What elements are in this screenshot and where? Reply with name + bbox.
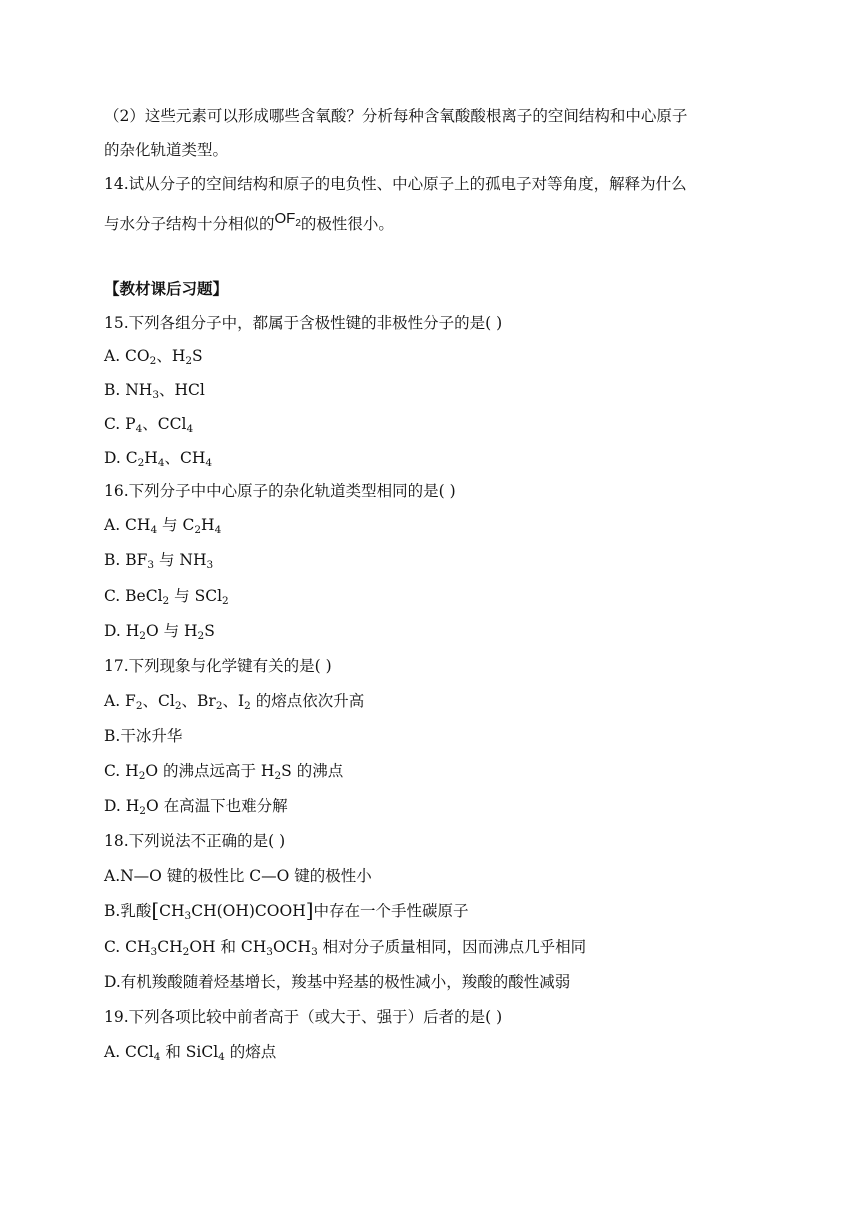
q14-line2 [104, 210, 760, 235]
q16-a-s3: 4 [214, 524, 222, 536]
q17-d-t2: O 在高温下也难分解 [145, 797, 288, 815]
q15-d-t1: D. C [104, 449, 138, 467]
q16-b-t2: 与 NH [154, 551, 207, 569]
q17-a-s2: 2 [174, 700, 182, 712]
q19-a-s2: 4 [218, 1051, 225, 1063]
q16-d-t3: S [204, 622, 215, 640]
q18-b-bracket-close: ] [305, 898, 314, 922]
q18-b-t3: CH(OH)COOH [191, 902, 306, 920]
q15-stem: 15.下列各组分子中，都属于含极性键的非极性分子的是( ) [104, 314, 503, 332]
q18-b-s1: 3 [184, 910, 192, 922]
of2-sub: 2 [295, 218, 301, 229]
q16-option-b [104, 550, 760, 570]
q16-b-s1: 3 [147, 559, 155, 571]
q15-a-s2: 2 [185, 355, 193, 367]
q16-b-t1: B. BF [104, 551, 148, 569]
q16-a-t1: A. CH [104, 516, 151, 534]
q16-a-s1: 4 [150, 524, 158, 536]
q18-b-t1: B.乳酸 [104, 902, 152, 920]
q17-a-s4: 2 [244, 700, 251, 712]
q15-a-t1: A. CO [104, 347, 150, 365]
q17-c-s1: 2 [138, 770, 146, 782]
q15-d-t3: 、CH [164, 449, 206, 467]
q16-c-s1: 2 [162, 595, 170, 607]
q18-c-s2: 2 [182, 946, 190, 958]
q18-stem: 18.下列说法不正确的是( ) [104, 832, 286, 850]
q15-a-t3: S [192, 347, 203, 365]
q17-a-t4: 、I [222, 692, 245, 710]
q18-d-t1: D.有机羧酸随着烃基增长，羧基中羟基的极性减小，羧酸的酸性减弱 [104, 973, 571, 991]
q14-line2-post: 的极性很小。 [300, 215, 394, 233]
q18-b-t2: CH [159, 902, 185, 920]
q17-d-s1: 2 [139, 805, 146, 817]
q18-option-b [104, 898, 760, 922]
q17-a-t5: 的熔点依次升高 [250, 692, 365, 710]
q19-a-t3: 的熔点 [224, 1043, 277, 1061]
q15-a-s1: 2 [149, 355, 157, 367]
q15-option-c [104, 414, 760, 434]
q19-a-t1: A. CCl [104, 1043, 154, 1061]
q15-d-t2: H [144, 449, 158, 467]
of2-formula [275, 209, 301, 229]
q18-c-t1: C. CH [104, 938, 151, 956]
q16-option-d [104, 621, 760, 641]
q15-option-a [104, 346, 760, 366]
q18-a-t1: A.N—O 键的极性比 C—O 键的极性小 [104, 867, 372, 885]
q16-c-t1: C. BeCl [104, 587, 163, 605]
q17-c-t2: O 的沸点远高于 H [145, 762, 275, 780]
q18-c-t2: CH [157, 938, 183, 956]
q14-line1: 14.试从分子的空间结构和原子的电负性、中心原子上的孤电子对等角度，解释为什么 [104, 175, 687, 193]
q15-d-s3: 4 [205, 457, 213, 469]
q17-option-d [104, 796, 760, 816]
q15-d-s1: 2 [137, 457, 145, 469]
q19-a-s1: 4 [153, 1051, 161, 1063]
q14-line2-pre: 与水分子结构十分相似的 [104, 215, 275, 233]
q16-b-s2: 3 [206, 559, 214, 571]
q17-a-s3: 2 [215, 700, 223, 712]
q19-a-t2: 和 SiCl [160, 1043, 219, 1061]
q17-c-t3: S 的沸点 [281, 762, 344, 780]
q16-d-s2: 2 [197, 630, 205, 642]
q17-option-c [104, 761, 760, 781]
q18-c-t4: OCH [272, 938, 312, 956]
q18-b-t4: 中存在一个手性碳原子 [313, 902, 469, 920]
q17-d-t1: D. H [104, 797, 140, 815]
q16-c-t2: 与 SCl [169, 587, 223, 605]
q15-b-s1: 3 [152, 389, 160, 401]
q16-d-t1: D. H [104, 622, 140, 640]
q16-a-s2: 2 [194, 524, 202, 536]
q19-option-a [104, 1042, 760, 1062]
q17-option-b [104, 726, 760, 746]
q15-d-s2: 4 [157, 457, 165, 469]
q15-b-t1: B. NH [104, 381, 153, 399]
q18-c-s1: 3 [150, 946, 158, 958]
q17-a-t3: 、Br [181, 692, 216, 710]
q15-c-s1: 4 [135, 423, 143, 435]
q16-option-c [104, 586, 760, 606]
q17-a-t2: 、Cl [142, 692, 175, 710]
q18-c-t5: 相对分子质量相同，因而沸点几乎相同 [317, 938, 587, 956]
q17-c-s2: 2 [274, 770, 282, 782]
q17-stem: 17.下列现象与化学键有关的是( ) [104, 657, 332, 675]
q17-option-a [104, 691, 760, 711]
q15-option-d [104, 448, 760, 468]
q16-stem: 16.下列分子中中心原子的杂化轨道类型相同的是( ) [104, 482, 456, 500]
q18-option-c [104, 937, 760, 957]
q17-c-t1: C. H [104, 762, 139, 780]
q18-option-d [104, 972, 760, 992]
of2-main: OF [274, 210, 296, 227]
section-heading: 【教材课后习题】 [104, 279, 229, 298]
q15-c-s2: 4 [186, 423, 194, 435]
q17-a-t1: A. F [104, 692, 136, 710]
q15-c-t2: 、CCl [142, 415, 187, 433]
q13-part2-line1: （2）这些元素可以形成哪些含氧酸？分析每种含氧酸酸根离子的空间结构和中心原子 [104, 107, 688, 125]
q18-b-bracket-open: [ [151, 898, 160, 922]
q18-c-s3: 3 [266, 946, 273, 958]
q19-stem: 19.下列各项比较中前者高于（或大于、强于）后者的是( ) [104, 1008, 503, 1026]
q16-d-s1: 2 [139, 630, 146, 642]
q18-c-t3: OH 和 CH [189, 938, 267, 956]
q17-a-s1: 2 [135, 700, 143, 712]
q18-option-a [104, 866, 760, 886]
q18-c-s4: 3 [311, 946, 318, 958]
q16-c-s2: 2 [222, 595, 229, 607]
q15-option-b [104, 380, 760, 400]
q16-a-t2: 与 C [157, 516, 195, 534]
q15-b-t2: 、HCl [159, 381, 205, 399]
q16-a-t3: H [201, 516, 215, 534]
q16-d-t2: O 与 H [145, 622, 198, 640]
q16-option-a [104, 515, 760, 535]
q15-a-t2: 、H [156, 347, 186, 365]
q17-b-t1: B.干冰升华 [104, 727, 183, 745]
q13-part2-line2: 的杂化轨道类型。 [104, 141, 229, 159]
q15-c-t1: C. P [104, 415, 136, 433]
